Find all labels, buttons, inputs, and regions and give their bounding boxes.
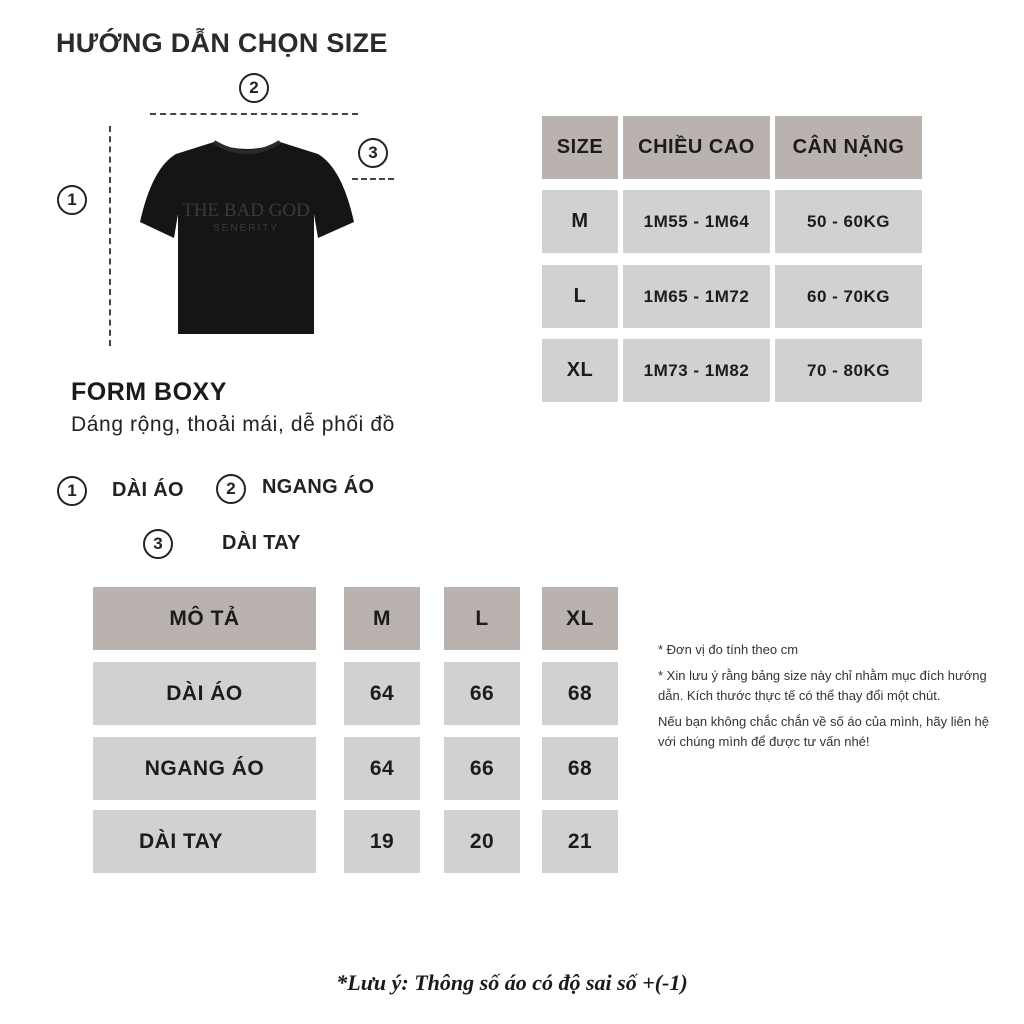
notes [658, 640, 998, 758]
legend-2-icon: 2 [216, 474, 246, 504]
description-header: MÔ TẢ [93, 587, 316, 650]
weight-cell: 60 - 70KG [775, 265, 922, 328]
width-dashed-line [150, 113, 358, 115]
size-xl-header: XL [542, 587, 618, 650]
size-cell: M [542, 190, 618, 253]
marker-3-icon: 3 [358, 138, 388, 168]
legend-3-label: DÀI TAY [222, 532, 301, 554]
row-label: DÀI TAY [93, 810, 316, 873]
size-l-header: L [444, 587, 520, 650]
legend-2-label: NGANG ÁO [262, 476, 375, 498]
page-title: HƯỚNG DẪN CHỌN SIZE [56, 28, 388, 58]
marker-2-icon: 2 [239, 73, 269, 103]
value-cell: 19 [344, 810, 420, 873]
legend-1-icon: 1 [57, 476, 87, 506]
legend-3-icon: 3 [143, 529, 173, 559]
row-label: NGANG ÁO [93, 737, 316, 800]
value-cell: 20 [444, 810, 520, 873]
weight-cell: 50 - 60KG [775, 190, 922, 253]
note-disclaimer: * Xin lưu ý rằng bảng size này chỉ nhằm mục đích hướng dẫn. Kích thước thực tế có thể thay đổi một chút. [658, 668, 987, 703]
value-cell: 21 [542, 810, 618, 873]
weight-header: CÂN NẶNG [775, 116, 922, 179]
weight-cell: 70 - 80KG [775, 339, 922, 402]
size-cell: XL [542, 339, 618, 402]
value-cell: 64 [344, 737, 420, 800]
note-unit: * Đơn vị đo tính theo cm [658, 642, 799, 657]
value-cell: 68 [542, 662, 618, 725]
legend-1-label: DÀI ÁO [112, 479, 184, 501]
value-cell: 68 [542, 737, 618, 800]
marker-1-icon: 1 [57, 185, 87, 215]
t-shirt-image [138, 138, 356, 338]
form-description: Dáng rộng, thoải mái, dễ phối đồ [71, 413, 395, 436]
shirt-print-line2: SENERITY [212, 223, 280, 234]
height-cell: 1M55 - 1M64 [623, 190, 770, 253]
height-cell: 1M73 - 1M82 [623, 339, 770, 402]
value-cell: 66 [444, 662, 520, 725]
height-cell: 1M65 - 1M72 [623, 265, 770, 328]
note-contact: Nếu bạn không chắc chắn về số áo của mình, hãy liên hệ với chúng mình để được tư vấn nhé! [658, 714, 989, 749]
value-cell: 64 [344, 662, 420, 725]
value-cell: 66 [444, 737, 520, 800]
size-m-header: M [344, 587, 420, 650]
sleeve-dashed-line [352, 178, 394, 180]
size-header: SIZE [542, 116, 618, 179]
size-cell: L [542, 265, 618, 328]
shirt-print-line1: THE BAD GOD [182, 200, 310, 221]
length-dashed-line [109, 126, 111, 346]
form-title: FORM BOXY [71, 378, 227, 406]
height-header: CHIỀU CAO [623, 116, 770, 179]
row-label: DÀI ÁO [93, 662, 316, 725]
footer-note: *Lưu ý: Thông số áo có độ sai số +(-1) [336, 970, 688, 995]
